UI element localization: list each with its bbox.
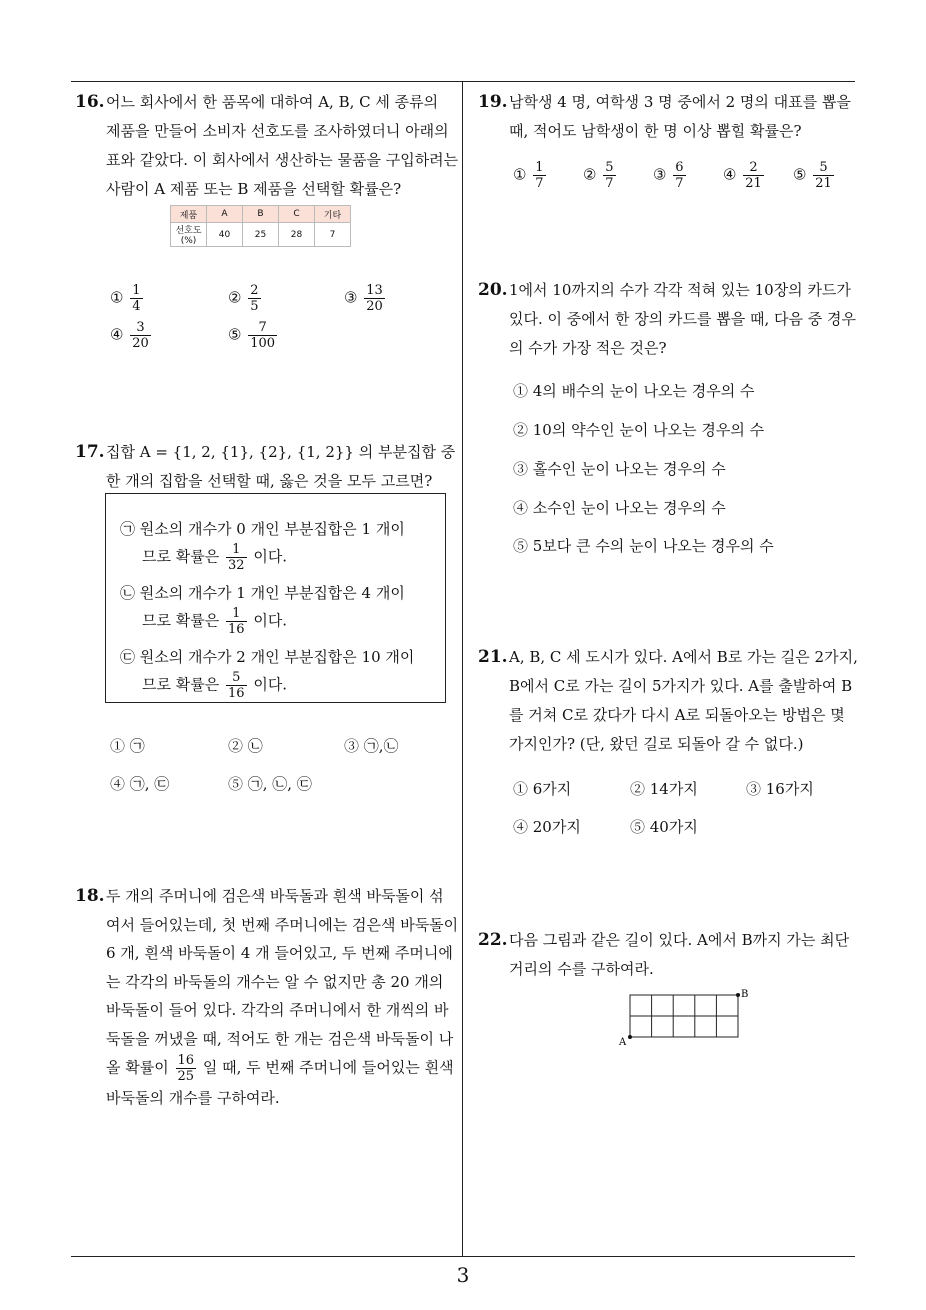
table-cell: 7 — [315, 223, 351, 247]
question-text: B에서 C로 가는 길이 5가지가 있다. A를 출발하여 B — [509, 677, 853, 695]
option-2[interactable]: ② ㉡ — [228, 737, 263, 755]
question-text: 바둑돌이 들어 있다. 각각의 주머니에서 한 개씩의 바 — [106, 1001, 449, 1019]
option-5[interactable]: ⑤ 40가지 — [630, 818, 698, 836]
question-text: 1에서 10까지의 수가 각각 적혀 있는 10장의 카드가 — [509, 281, 851, 299]
option-3[interactable]: ③ $\frac{13}{20}$ — [344, 283, 383, 314]
preference-table-wrap — [170, 205, 351, 247]
table-cell: 28 — [279, 223, 315, 247]
fraction: $\frac{7}{100}$ — [250, 320, 276, 351]
statement-3: ㉢ 원소의 개수가 2 개인 부분집합은 10 개이 므로 확률은 $\frac{5}{16}$ 이다. — [120, 648, 415, 701]
option-2[interactable]: ② $\frac{2}{5}$ — [228, 283, 259, 314]
point-b-label: B — [741, 989, 749, 1000]
question-text: 때, 적어도 남학생이 한 명 이상 뽑힐 확률은? — [509, 122, 802, 140]
question-text: 표와 같았다. 이 회사에서 생산하는 물품을 구입하려는 — [106, 151, 459, 169]
question-text: 바둑돌의 개수를 구하여라. — [106, 1089, 280, 1107]
table-cell: 선호도(%) — [171, 223, 207, 247]
fraction: $\frac{5}{7}$ — [605, 160, 614, 191]
fraction: $\frac{2}{21}$ — [745, 160, 762, 191]
fraction: $\frac{1}{4}$ — [132, 283, 141, 314]
table-cell: 40 — [207, 223, 243, 247]
option-5[interactable]: ⑤ $\frac{5}{21}$ — [793, 160, 832, 191]
question-number: 22. — [478, 930, 508, 950]
question-number: 21. — [478, 647, 508, 667]
question-text: 가지인가? (단, 왔던 길로 되돌아 갈 수 없다.) — [509, 735, 804, 753]
fraction: $\frac{5}{16}$ — [228, 670, 245, 701]
question-text: 남학생 4 명, 여학생 3 명 중에서 2 명의 대표를 뽑을 — [509, 93, 851, 111]
table-cell: 25 — [243, 223, 279, 247]
option-1[interactable]: ① 6가지 — [513, 780, 572, 798]
question-text: 사람이 A 제품 또는 B 제품을 선택할 확률은? — [106, 180, 402, 198]
fraction: $\frac{3}{20}$ — [132, 320, 149, 351]
option-1[interactable]: ① ㉠ — [110, 737, 145, 755]
option-3[interactable]: ③ ㉠,㉡ — [344, 737, 399, 755]
option-1[interactable]: ① $\frac{1}{7}$ — [513, 160, 544, 191]
question-number: 19. — [478, 92, 508, 112]
option-1[interactable]: ① 4의 배수의 눈이 나오는 경우의 수 — [513, 382, 755, 400]
fraction: $\frac{1}{7}$ — [535, 160, 544, 191]
option-2[interactable]: ② 14가지 — [630, 780, 698, 798]
question-number: 20. — [478, 280, 508, 300]
point-b-marker — [736, 993, 740, 997]
option-4[interactable]: ④ $\frac{2}{21}$ — [723, 160, 762, 191]
question-text: 의 수가 가장 적은 것은? — [509, 339, 667, 357]
question-text: 제품을 만들어 소비자 선호도를 조사하였더니 아래의 — [106, 122, 449, 140]
fraction: $\frac{16}{25}$ — [177, 1053, 195, 1084]
question-text: 올 확률이 $\frac{16}{25}$ 일 때, 두 번째 주머니에 들어있는 흰색 — [106, 1053, 454, 1084]
table-header-cell: C — [279, 206, 315, 223]
fraction: $\frac{2}{5}$ — [250, 283, 259, 314]
column-divider — [462, 82, 463, 1257]
fraction: $\frac{6}{7}$ — [675, 160, 684, 191]
statement-box — [105, 493, 446, 703]
option-5[interactable]: ⑤ 5보다 큰 수의 눈이 나오는 경우의 수 — [513, 537, 774, 555]
question-text: 6 개, 흰색 바둑돌이 4 개 들어있고, 두 번째 주머니에 — [106, 944, 453, 962]
route-grid-diagram — [615, 985, 755, 1050]
option-4[interactable]: ④ ㉠, ㉢ — [110, 775, 170, 793]
question-text: 다음 그림과 같은 길이 있다. A에서 B까지 가는 최단 — [509, 931, 850, 949]
question-text: 어느 회사에서 한 품목에 대하여 A, B, C 세 종류의 — [106, 93, 439, 111]
option-2[interactable]: ② 10의 약수인 눈이 나오는 경우의 수 — [513, 421, 765, 439]
option-4[interactable]: ④ 20가지 — [513, 818, 581, 836]
table-header-cell: 기타 — [315, 206, 351, 223]
option-3[interactable]: ③ 16가지 — [746, 780, 814, 798]
question-number: 18. — [75, 886, 105, 906]
preference-table — [170, 205, 351, 247]
fraction: $\frac{5}{21}$ — [815, 160, 832, 191]
question-text: 는 각각의 바둑돌의 개수는 알 수 없지만 총 20 개의 — [106, 972, 444, 991]
question-text: 여서 들어있는데, 첫 번째 주머니에는 검은색 바둑돌이 — [106, 915, 459, 934]
table-header-cell: 제품 — [171, 206, 207, 223]
option-3[interactable]: ③ 홀수인 눈이 나오는 경우의 수 — [513, 460, 726, 478]
question-text: 둑돌을 꺼냈을 때, 적어도 한 개는 검은색 바둑돌이 나 — [106, 1029, 454, 1048]
page-number: 3 — [456, 1263, 470, 1287]
option-5[interactable]: ⑤ $\frac{7}{100}$ — [228, 320, 276, 351]
point-a-marker — [628, 1035, 632, 1039]
option-3[interactable]: ③ $\frac{6}{7}$ — [653, 160, 684, 191]
option-1[interactable]: ① $\frac{1}{4}$ — [110, 283, 141, 314]
option-4[interactable]: ④ $\frac{3}{20}$ — [110, 320, 149, 351]
point-a-label: A — [619, 1037, 627, 1048]
question-text: 한 개의 집합을 선택할 때, 옳은 것을 모두 고르면? — [106, 472, 433, 490]
fraction: $\frac{1}{32}$ — [228, 542, 245, 573]
question-text: 두 개의 주머니에 검은색 바둑돌과 흰색 바둑돌이 섞 — [106, 887, 444, 905]
question-text: A, B, C 세 도시가 있다. A에서 B로 가는 길은 2가지, — [509, 648, 858, 666]
bottom-rule — [71, 1256, 855, 1257]
question-number: 16. — [75, 92, 105, 112]
question-text: 있다. 이 중에서 한 장의 카드를 뽑을 때, 다음 중 경우 — [509, 310, 857, 328]
table-header-cell: A — [207, 206, 243, 223]
fraction: $\frac{13}{20}$ — [366, 283, 383, 314]
statement-2: ㉡ 원소의 개수가 1 개인 부분집합은 4 개이 므로 확률은 $\frac{1}{16}$ 이다. — [120, 584, 405, 637]
fraction: $\frac{1}{16}$ — [228, 606, 245, 637]
question-text: 를 거쳐 C로 갔다가 다시 A로 되돌아오는 방법은 몇 — [509, 706, 845, 724]
question-number: 17. — [75, 442, 105, 462]
table-header-cell: B — [243, 206, 279, 223]
statement-1: ㉠ 원소의 개수가 0 개인 부분집합은 1 개이 므로 확률은 $\frac{1}{32}$ 이다. — [120, 520, 405, 573]
option-2[interactable]: ② $\frac{5}{7}$ — [583, 160, 614, 191]
option-5[interactable]: ⑤ ㉠, ㉡, ㉢ — [228, 775, 312, 793]
option-4[interactable]: ④ 소수인 눈이 나오는 경우의 수 — [513, 499, 726, 517]
question-text: 집합 A = {1, 2, {1}, {2}, {1, 2}} 의 부분집합 중 — [106, 443, 456, 461]
top-rule — [71, 81, 855, 82]
question-text: 거리의 수를 구하여라. — [509, 960, 654, 978]
